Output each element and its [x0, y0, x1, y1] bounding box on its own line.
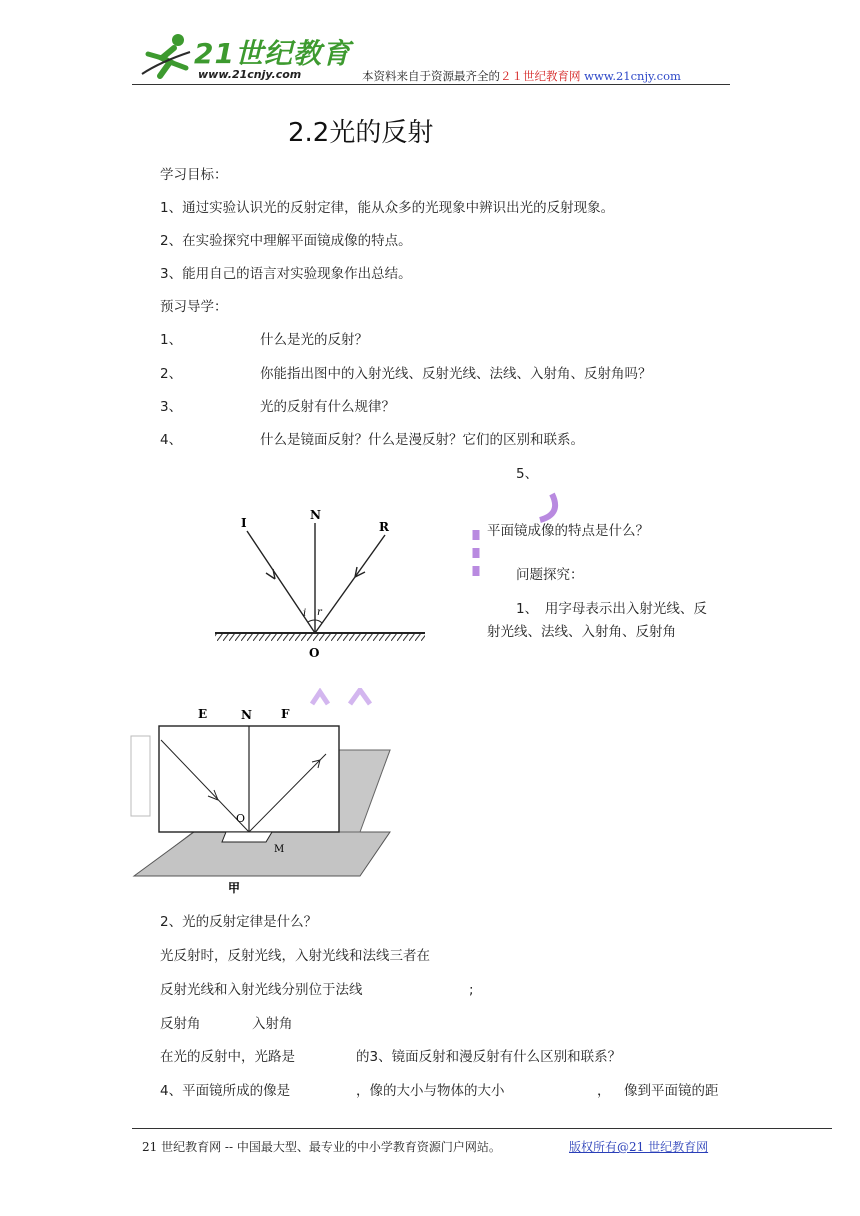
- law-line-e1: 4、平面镜所成的像是: [160, 1083, 291, 1099]
- preview-item-num: 2、: [160, 366, 183, 382]
- law-line-e3: ，: [597, 1083, 611, 1099]
- reflection-diagram: [205, 505, 435, 665]
- preview-item5-num: 5、: [516, 466, 539, 482]
- explore-heading: 问题探究：: [516, 567, 584, 583]
- law-line-b2: ;: [469, 982, 474, 998]
- incident-arrow-icon: [266, 569, 275, 579]
- back-plane: [338, 750, 390, 832]
- footer-rule: [132, 1128, 832, 1129]
- preview-item-num: 1、: [160, 332, 183, 348]
- page-title: 2.2光的反射: [288, 118, 434, 148]
- goal-item: 1、通过实验认识光的反射定律，能从众多的光现象中辨识出光的反射现象。: [160, 200, 615, 216]
- experiment-diagram: [128, 700, 398, 896]
- angle-arc-i: [308, 620, 315, 622]
- mirror-m: [222, 832, 272, 842]
- reflected-ray: [315, 535, 385, 633]
- reflected-arrow-icon: [355, 567, 365, 577]
- label-F: F: [281, 707, 290, 721]
- q2-text: 2、光的反射定律是什么？: [160, 914, 318, 930]
- law-line-c1: 反射角: [160, 1016, 201, 1032]
- mirror-surface: [215, 633, 425, 641]
- preview-item-num: 4、: [160, 432, 183, 448]
- label-N: N: [310, 508, 321, 522]
- preview-item-text: 什么是镜面反射？什么是漫反射？它们的区别和联系。: [260, 432, 584, 448]
- header-source-line: [362, 68, 681, 84]
- preview-item-text: 光的反射有什么规律？: [260, 399, 395, 415]
- label-R: R: [379, 520, 389, 534]
- label-I: I: [241, 516, 247, 530]
- footer-copyright-link[interactable]: 版权所有@21 世纪教育网: [569, 1140, 709, 1154]
- footer-left: 21 世纪教育网 -- 中国最大型、最专业的中小学教育资源门户网站。: [142, 1140, 501, 1154]
- side-panel: [131, 736, 150, 816]
- label-r: r: [317, 607, 322, 618]
- logo-figure-icon: [140, 32, 196, 80]
- label-O: O: [309, 646, 320, 660]
- explore-q1-line1: 1、 用字母表示出入射光线、反: [516, 601, 707, 617]
- law-line-e2: ，像的大小与物体的大小: [356, 1083, 505, 1099]
- explore-q1-line2: 射光线、法线、入射角、反射角: [487, 624, 676, 640]
- figure-caption: 甲: [228, 881, 241, 895]
- header-rule: [132, 84, 730, 85]
- law-line-d2: 的3、镜面反射和漫反射有什么区别和联系？: [356, 1049, 622, 1065]
- law-line-a: 光反射时，反射光线，入射光线和法线三者在: [160, 948, 430, 964]
- preview-item-text: 什么是光的反射？: [260, 332, 368, 348]
- law-line-b1: 反射光线和入射光线分别位于法线: [160, 982, 363, 998]
- preview-item-num: 3、: [160, 399, 183, 415]
- preview-item5-text: 平面镜成像的特点是什么？: [487, 523, 649, 539]
- source-site: ２１世纪教育网: [500, 69, 581, 83]
- goals-heading: 学习目标：: [160, 167, 228, 183]
- goal-item: 3、能用自己的语言对实验现象作出总结。: [160, 266, 412, 282]
- label-M: M: [274, 844, 285, 855]
- label-i: i: [303, 608, 307, 619]
- law-line-e4: 像到平面镜的距: [624, 1083, 719, 1099]
- logo-main-text: 21世纪教育: [194, 37, 351, 70]
- preview-item-text: 你能指出图中的入射光线、反射光线、法线、入射角、反射角吗？: [260, 366, 652, 382]
- source-prefix: 本资料来自于资源最齐全的: [362, 69, 500, 83]
- label-N2: N: [241, 708, 252, 722]
- logo-url-text: www.21cnjy.com: [198, 68, 302, 81]
- preview-heading: 预习导学：: [160, 299, 228, 315]
- goal-item: 2、在实验探究中理解平面镜成像的特点。: [160, 233, 412, 249]
- angle-arc-r: [315, 620, 322, 623]
- source-url: www.21cnjy.com: [584, 69, 681, 83]
- law-line-d1: 在光的反射中，光路是: [160, 1049, 295, 1065]
- label-E: E: [198, 707, 208, 721]
- label-O2: O: [236, 812, 246, 825]
- law-line-c2: 入射角: [252, 1016, 293, 1032]
- header: [132, 28, 732, 84]
